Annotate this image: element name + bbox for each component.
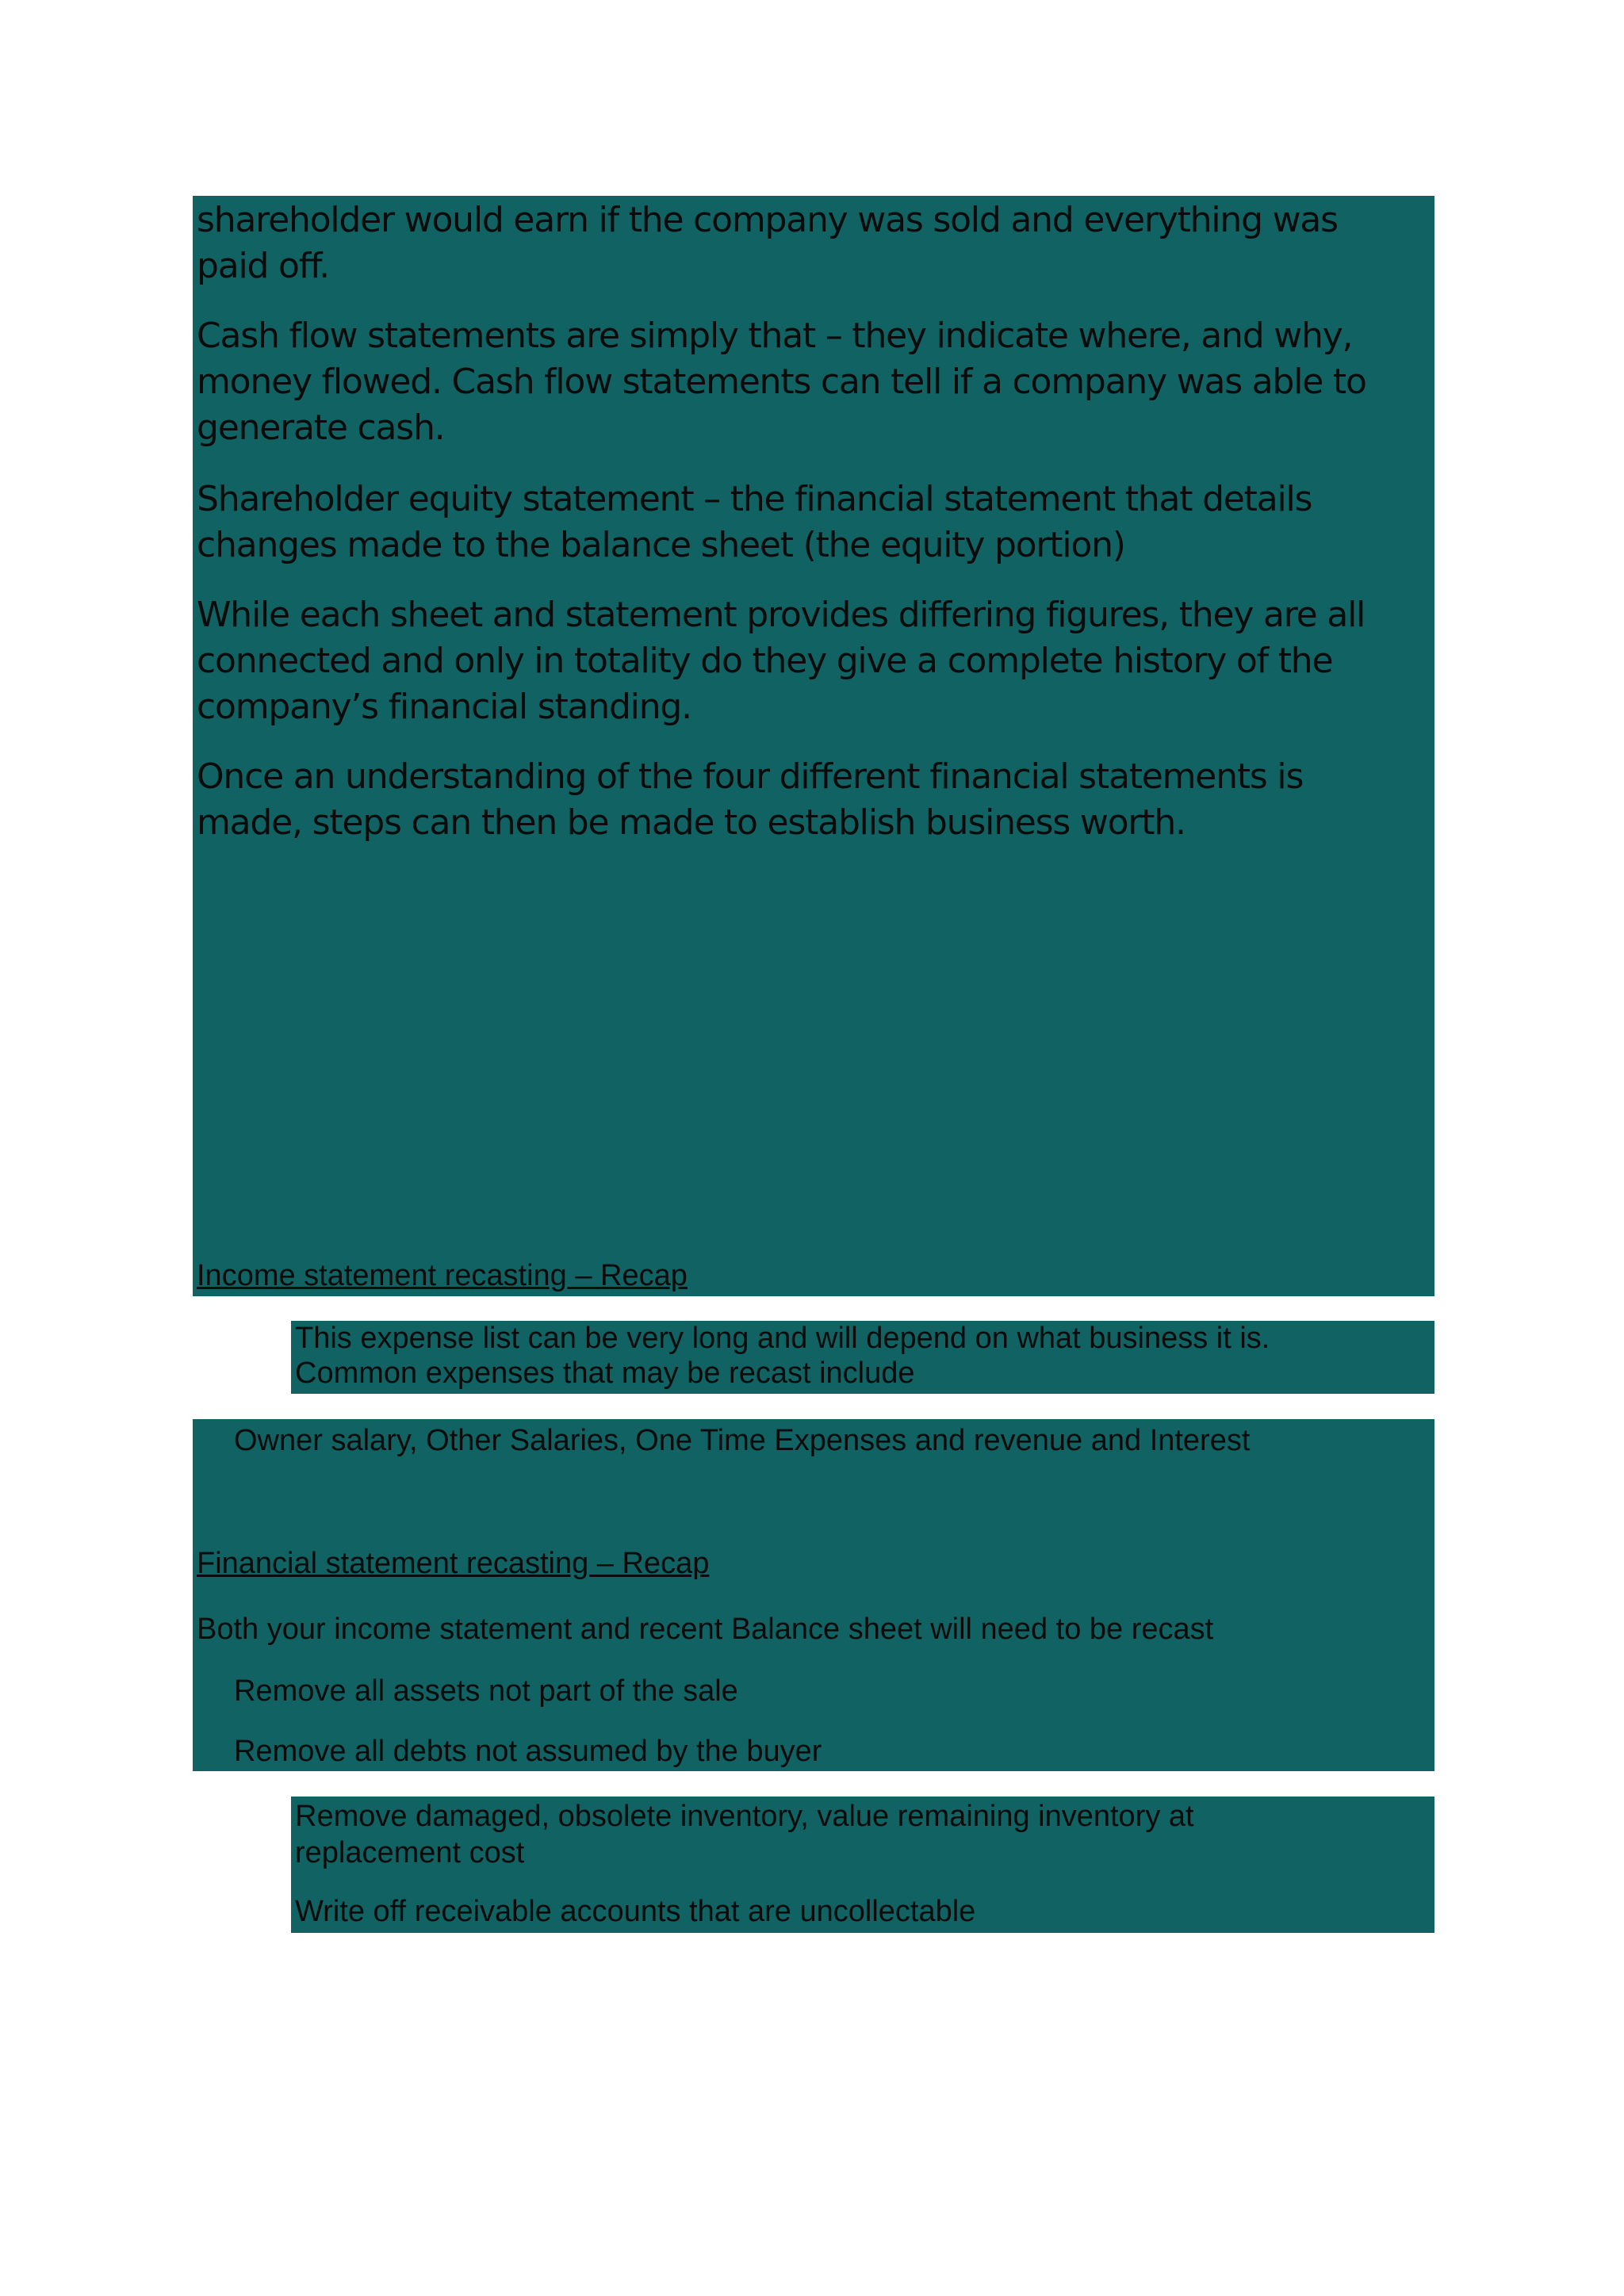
- heading-financial-statement-recasting: Financial statement recasting – Recap: [197, 1547, 710, 1580]
- text-panel-recasting: [193, 1419, 1434, 1771]
- recast-both-line: Both your income statement and recent Balance sheet will need to be recast: [197, 1613, 1214, 1646]
- remove-assets-line: Remove all assets not part of the sale: [234, 1674, 738, 1708]
- receivables-line: Write off receivable accounts that are uncollectable: [295, 1895, 976, 1928]
- heading-income-statement-recasting: Income statement recasting – Recap: [197, 1259, 688, 1292]
- paragraph-business-worth: Once an understanding of the four different financial statements is made, steps can then be made to establish business worth.: [197, 756, 1304, 843]
- text-panel-inventory: [291, 1797, 1434, 1933]
- paragraph-shareholder-equity: Shareholder equity statement – the financial statement that details changes made to the balance sheet (the equity portion): [197, 479, 1312, 565]
- text-panel-statements: [193, 196, 1434, 1296]
- remove-debts-line: Remove all debts not assumed by the buyer: [234, 1735, 822, 1768]
- paragraph-cash-flow: Cash flow statements are simply that – they indicate where, and why, money flowed. Cash flow statements can tell if a company was able to generate cash.: [197, 316, 1366, 448]
- inventory-line: Remove damaged, obsolete inventory, value remaining inventory at replacement cost: [295, 1800, 1194, 1869]
- paragraph-shareholder-earn: shareholder would earn if the company was sold and everything was paid off.: [197, 200, 1338, 286]
- recast-expenses-line: Owner salary, Other Salaries, One Time Expenses and revenue and Interest: [234, 1424, 1251, 1457]
- paragraph-connected-statements: While each sheet and statement provides differing figures, they are all connected and only in totality do they give a complete history of the company’s financial standing.: [197, 595, 1365, 727]
- text-panel-expense-list: [291, 1321, 1434, 1394]
- expense-list-note: This expense list can be very long and will depend on what business it is. Common expenses that may be recast include: [295, 1322, 1270, 1390]
